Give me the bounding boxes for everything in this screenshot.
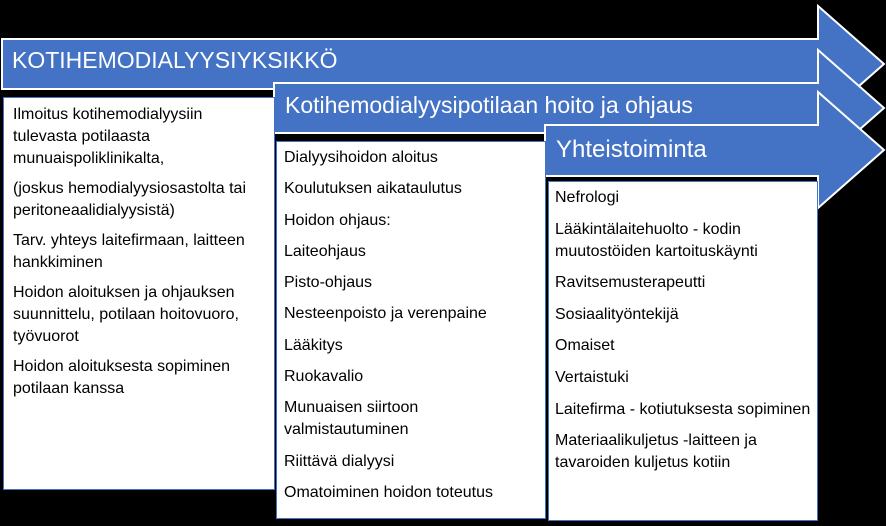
stage2-item: Munuaisen siirtoon valmistautuminen [284,399,419,439]
stage2-item: Pisto-ohjaus [284,274,373,292]
stage1-box [3,97,275,490]
stage2-item: Omatoiminen hoidon toteutus [284,483,494,501]
stage3-item: Vertaistuki [555,368,629,386]
stage1-item: Hoidon aloituksen ja ohjauksen suunnittelu, potilaan hoitovuoro, työvuorot [13,284,239,345]
stage3-box [548,181,818,521]
stage1-item: (joskus hemodialyysiosastolta tai peritoneaalidialyysistä) [13,180,246,219]
stage2-item: Koulutuksen aikataulutus [284,180,462,198]
stage3-item: Nefrologi [555,189,620,206]
stage1-item: Ilmoitus kotihemodialyysiin tulevasta potilaasta munuaispoliklinikalta, [13,106,203,167]
stage3-item: Ravitsemusterapeutti [555,274,706,292]
stage3-item: Lääkintälaitehuolto - kodin muutostöiden kartoituskäynti [555,220,758,260]
stage2-item: Lääkitys [284,336,343,354]
stage2-item: Nesteenpoisto ja verenpaine [284,305,487,323]
stage2-item: Hoidon ohjaus: [284,211,391,229]
stage2-title: Kotihemodialyysipotilaan hoito ja ohjaus [285,92,693,118]
stage3-item: Sosiaalityöntekijä [555,305,679,323]
stage3-item: Materiaalikuljetus -laitteen ja tavaroiden kuljetus kotiin [555,432,757,472]
stage1-item: Hoidon aloituksesta sopiminen potilaan kanssa [13,358,231,397]
stage1-item: Tarv. yhteys laitefirmaan, laitteen hankkiminen [13,232,245,271]
stage2-item: Dialyysihoidon aloitus [284,149,438,166]
stage2-item: Laiteohjaus [284,242,366,260]
stage3-item: Laitefirma - kotiutuksesta sopiminen [555,400,811,418]
stage3-item: Omaiset [555,337,615,355]
stage2-box [276,141,546,519]
stage3-title: Yhteistoiminta [556,136,707,163]
stage2-item: Riittävä dialyysi [284,452,395,470]
stage1-title: KOTIHEMODIALYYSIYKSIKKÖ [12,47,338,73]
stage2-item: Ruokavalio [284,368,364,386]
